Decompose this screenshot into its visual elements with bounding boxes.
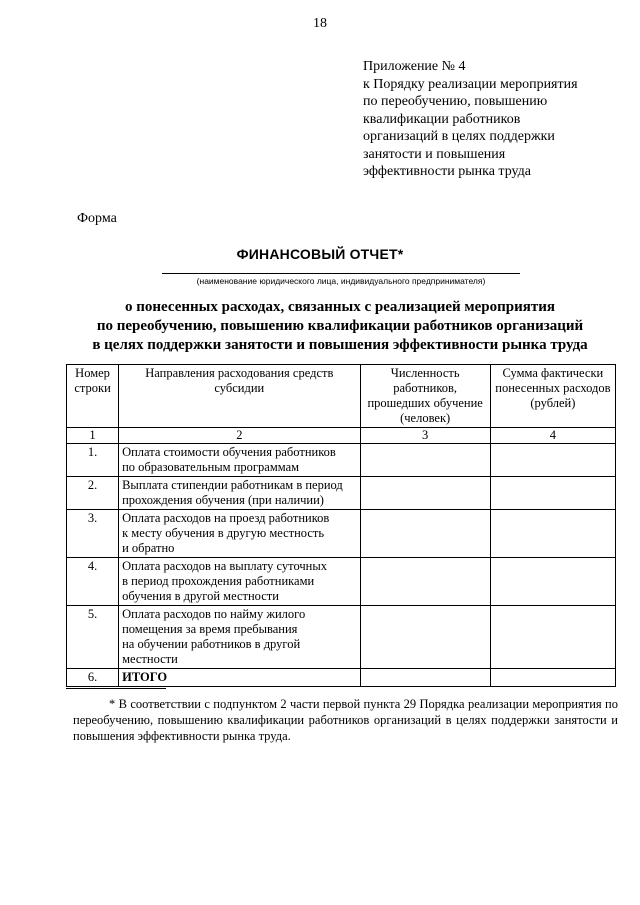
table-row xyxy=(67,510,616,558)
amount-cell xyxy=(490,477,615,510)
workers-cell xyxy=(360,444,490,477)
expense-table xyxy=(66,364,616,687)
table-row xyxy=(67,558,616,606)
column-number: 1 xyxy=(67,428,119,444)
report-subtitle xyxy=(0,298,640,355)
row-direction xyxy=(119,558,360,606)
appendix-line: эффективности рынка труда xyxy=(363,164,531,179)
appendix-line: занятости и повышения xyxy=(363,146,506,162)
appendix-line: Приложение № 4 xyxy=(363,59,466,74)
form-label: Форма xyxy=(77,211,117,226)
direction-line: местности xyxy=(122,652,178,666)
appendix-line: квалификации работников xyxy=(363,111,521,127)
direction-line: на обучении работников в другой xyxy=(122,637,301,651)
report-title: ФИНАНСОВЫЙ ОТЧЕТ* xyxy=(236,246,404,262)
row-direction xyxy=(119,669,360,687)
workers-cell xyxy=(360,510,490,558)
footnote-separator xyxy=(66,688,166,689)
workers-cell xyxy=(360,558,490,606)
table-row xyxy=(67,606,616,669)
direction-line: помещения за время пребывания xyxy=(122,622,298,636)
table-row-total xyxy=(67,669,616,687)
subtitle-line: о понесенных расходах, связанных с реализацией мероприятия xyxy=(124,299,555,315)
workers-cell xyxy=(360,477,490,510)
workers-cell xyxy=(360,606,490,669)
direction-line: обучения в другой местности xyxy=(122,589,279,603)
total-label: ИТОГО xyxy=(122,670,168,684)
amount-cell xyxy=(490,444,615,477)
direction-line: Оплата расходов на проезд работников xyxy=(122,511,330,525)
page-number: 18 xyxy=(313,16,327,31)
row-number: 2. xyxy=(67,477,119,510)
footnote: * В соответствии с подпунктом 2 части первой пункта 29 Порядка реализации мероприятия по переобучению, повышению квалификации работников организаций в целях поддержки занятости и повышения эффективности рынка труда. xyxy=(73,697,618,743)
amount-cell xyxy=(490,558,615,606)
appendix-line: к Порядку реализации мероприятия xyxy=(363,76,578,92)
column-number: 4 xyxy=(490,428,615,444)
amount-cell xyxy=(490,669,615,687)
amount-cell xyxy=(490,510,615,558)
row-number: 4. xyxy=(67,558,119,606)
column-number: 2 xyxy=(119,428,360,444)
direction-line: Оплата расходов на выплату суточных xyxy=(122,559,328,573)
entity-name-line xyxy=(162,273,520,274)
appendix-block xyxy=(363,58,633,181)
entity-caption: (наименование юридического лица, индивидуального предпринимателя) xyxy=(196,276,486,286)
header-row-number: Номер строки xyxy=(67,365,119,428)
column-number: 3 xyxy=(360,428,490,444)
header-workers: Численность работников, прошедших обучение (человек) xyxy=(360,365,490,428)
row-direction xyxy=(119,477,360,510)
direction-line: и обратно xyxy=(122,541,175,555)
direction-line: в период прохождения работниками xyxy=(122,574,315,588)
table-header-row xyxy=(67,365,616,428)
header-direction: Направления расходования средств субсидии xyxy=(119,365,360,428)
row-direction xyxy=(119,606,360,669)
subtitle-line: по переобучению, повышению квалификации работников организаций xyxy=(96,318,584,334)
direction-line: прохождения обучения (при наличии) xyxy=(122,493,324,507)
row-number: 3. xyxy=(67,510,119,558)
row-direction xyxy=(119,444,360,477)
direction-line: Оплата стоимости обучения работников xyxy=(122,445,336,459)
row-number: 5. xyxy=(67,606,119,669)
appendix-line: организаций в целях поддержки xyxy=(363,129,555,144)
row-number: 6. xyxy=(67,669,119,687)
header-amount: Сумма фактически понесенных расходов (рублей) xyxy=(490,365,615,428)
direction-line: Оплата расходов по найму жилого xyxy=(122,607,306,621)
direction-line: Выплата стипендии работникам в период xyxy=(122,478,343,492)
appendix-line: по переобучению, повышению xyxy=(363,94,548,109)
column-number-row xyxy=(67,428,616,444)
row-direction xyxy=(119,510,360,558)
row-number: 1. xyxy=(67,444,119,477)
direction-line: по образовательным программам xyxy=(122,460,300,474)
table-row xyxy=(67,444,616,477)
workers-cell xyxy=(360,669,490,687)
amount-cell xyxy=(490,606,615,669)
subtitle-line: в целях поддержки занятости и повышения эффективности рынка труда xyxy=(92,337,588,353)
table-row xyxy=(67,477,616,510)
direction-line: к месту обучения в другую местность xyxy=(122,526,325,540)
